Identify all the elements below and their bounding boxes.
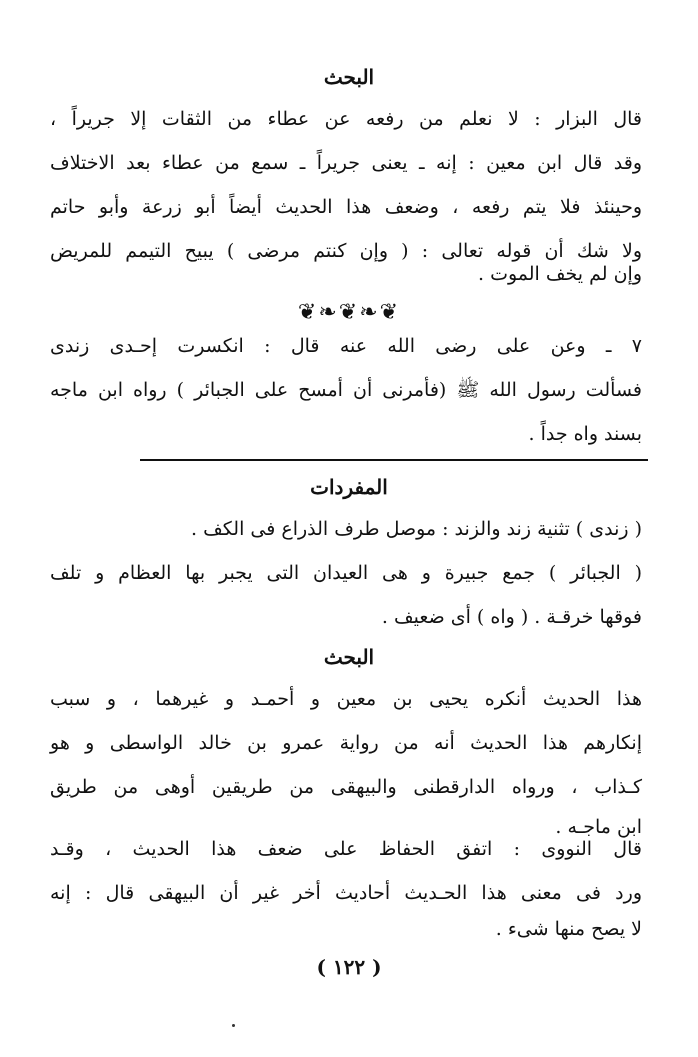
section-heading-bahth-2: البحث — [323, 645, 375, 669]
paragraph-line: هذا الحديث أنكره يحيى بن معين و أحمـد و غيرهما ، و سبب — [50, 688, 642, 710]
paragraph-line: لا يصح منها شىء . — [495, 918, 642, 940]
paragraph-line: قال النووى : اتفق الحفاظ على ضعف هذا الحديث ، وقـد — [50, 838, 642, 860]
footnote-separator — [140, 459, 648, 461]
paragraph-line: قال البزار : لا نعلم من رفعه عن عطاء من الثقات إلا جريراً ، — [50, 108, 642, 130]
paragraph-line: وإن لم يخف الموت . — [477, 263, 642, 285]
hadith-line: بسند واه جداً . — [528, 423, 642, 445]
section-heading-mufradat: المفردات — [310, 475, 388, 499]
vocabulary-line: ( زندى ) تثنية زند والزند : موصل طرف الذراع فى الكف . — [191, 518, 642, 540]
paragraph-line: وحينئذ فلا يتم رفعه ، وضعف هذا الحديث أيضاً أبو زرعة وأبو حاتم — [50, 196, 642, 218]
hadith-line: فسألت رسول الله ﷺ (فأمرنى أن أمسح على الجبائر ) رواه ابن ماجه — [50, 379, 642, 401]
paragraph-line: ورد فى معنى هذا الحـديث أحاديث أخر غير أن البيهقى قال : إنه — [50, 882, 642, 904]
paragraph-line: إنكارهم هذا الحديث أنه من رواية عمرو بن خالد الواسطى و هو — [50, 732, 642, 754]
vocabulary-line: فوقها خرقـة . ( واه ) أى ضعيف . — [381, 606, 642, 628]
section-heading-bahth-1: البحث — [323, 65, 375, 89]
paragraph-line: ولا شك أن قوله تعالى : ( وإن كنتم مرضى ) يبيح التيمم للمريض — [50, 240, 642, 262]
page-number: ( ١٢٢ ) — [316, 955, 382, 979]
paragraph-line: وقد قال ابن معين : إنه ـ يعنى جريراً ـ سمع من عطاء بعد الاختلاف — [50, 152, 642, 174]
scan-speck — [232, 1024, 235, 1027]
ornament-divider: ❦❧❦❧❦ — [297, 300, 401, 325]
paragraph-line: ابن ماجـه . — [555, 816, 642, 838]
hadith-line: ٧ ـ وعن على رضى الله عنه قال : انكسرت إحـدى زندى — [50, 335, 642, 357]
paragraph-line: كـذاب ، ورواه الدارقطنى والبيهقى من طريقين أوهى من طريق — [50, 776, 642, 798]
vocabulary-line: ( الجبائر ) جمع جبيرة و هى العيدان التى يجبر بها العظام و تلف — [50, 562, 642, 584]
